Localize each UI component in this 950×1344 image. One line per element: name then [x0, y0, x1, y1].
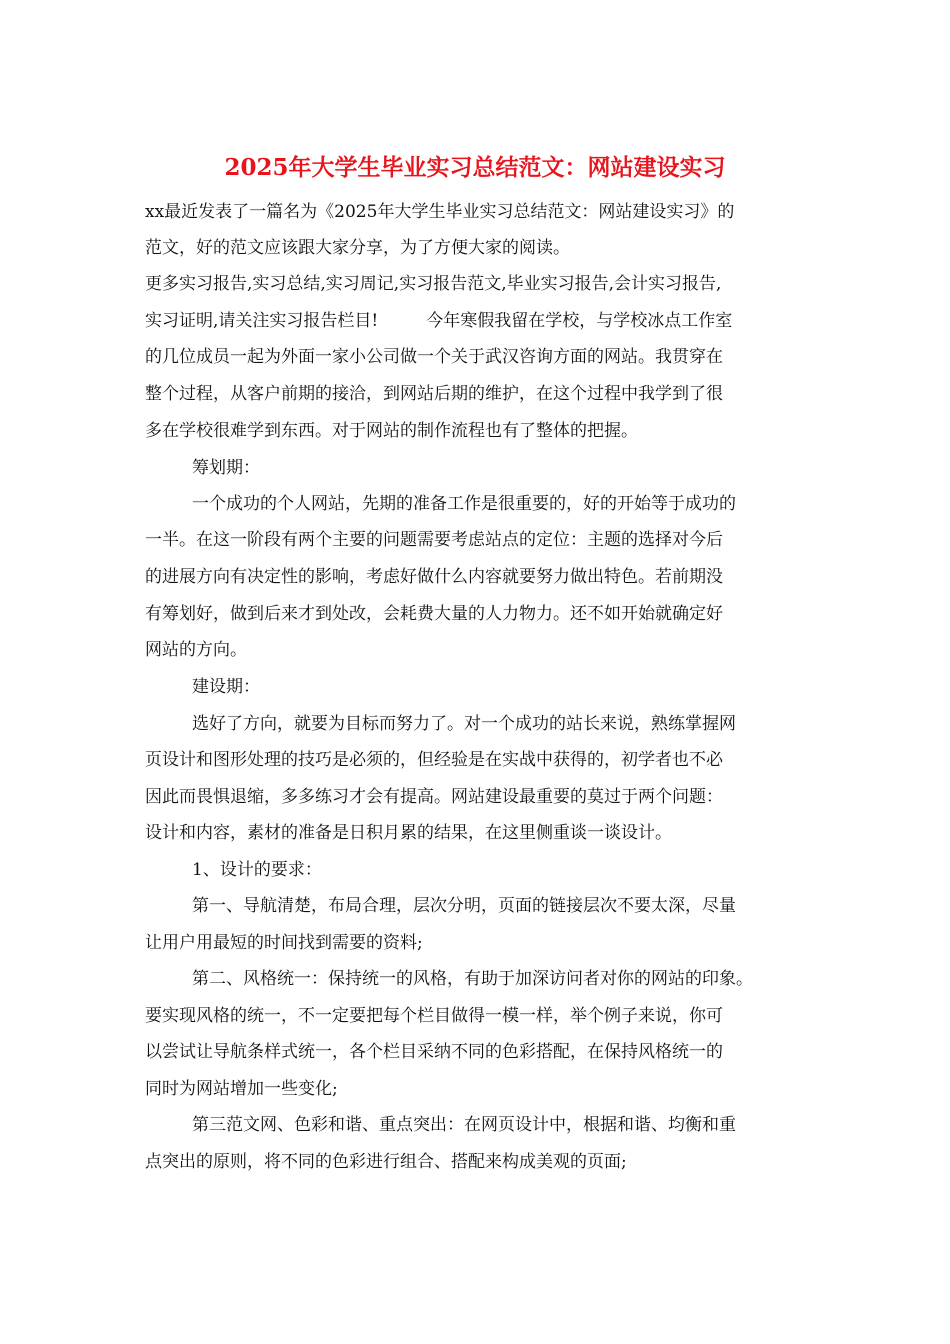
text-line: 因此而畏惧退缩，多多练习才会有提高。网站建设最重要的莫过于两个问题：: [145, 787, 723, 807]
text-line: 让用户用最短的时间找到需要的资料;: [145, 933, 423, 953]
text-line: 选好了方向，就要为目标而努力了。对一个成功的站长来说，熟练掌握网: [192, 714, 736, 734]
text-line: 网站的方向。: [145, 640, 247, 660]
text-line: 页设计和图形处理的技巧是必须的，但经验是在实战中获得的，初学者也不必: [145, 750, 723, 770]
text-line: 一个成功的个人网站，先期的准备工作是很重要的，好的开始等于成功的: [192, 494, 736, 514]
section-heading: 建设期：: [192, 677, 260, 697]
text-line: 设计和内容，素材的准备是日积月累的结果，在这里侧重谈一谈设计。: [145, 823, 672, 843]
text-line: 整个过程，从客户前期的接洽，到网站后期的维护，在这个过程中我学到了很: [145, 384, 723, 404]
text-line: [145, 309, 732, 333]
text-line: 范文，好的范文应该跟大家分享，为了方便大家的阅读。: [145, 238, 570, 258]
text-line: 同时为网站增加一些变化;: [145, 1079, 338, 1099]
text-line: 第一、导航清楚，布局合理，层次分明，页面的链接层次不要太深，尽量: [192, 896, 736, 916]
text-line: 的几位成员一起为外面一家小公司做一个关于武汉咨询方面的网站。我贯穿在: [145, 347, 723, 367]
text-line: 更多实习报告,实习总结,实习周记,实习报告范文,毕业实习报告,会计实习报告,: [145, 274, 722, 294]
text-line: 要实现风格的统一，不一定要把每个栏目做得一模一样，举个例子来说，你可: [145, 1006, 723, 1026]
text-line: 第二、风格统一：保持统一的风格，有助于加深访问者对你的网站的印象。: [192, 969, 753, 989]
text-line: 有筹划好，做到后来才到处改，会耗费大量的人力物力。还不如开始就确定好: [145, 604, 723, 624]
section-heading: 筹划期：: [192, 458, 260, 478]
text-span: 今年寒假我留在学校，与学校冰点工作室: [426, 311, 733, 331]
text-line: 一半。在这一阶段有两个主要的问题需要考虑站点的定位：主题的选择对今后: [145, 530, 723, 550]
text-line: 第三范文网、色彩和谐、重点突出：在网页设计中，根据和谐、均衡和重: [192, 1115, 736, 1135]
text-line: 的进展方向有决定性的影响，考虑好做什么内容就要努力做出特色。若前期没: [145, 567, 723, 587]
text-line: xx最近发表了一篇名为《2025年大学生毕业实习总结范文：网站建设实习》的: [145, 202, 735, 222]
text-line: 多在学校很难学到东西。对于网站的制作流程也有了整体的把握。: [145, 421, 638, 441]
document-title: 2025年大学生毕业实习总结范文：网站建设实习: [224, 154, 726, 181]
section-heading: 1、设计的要求：: [192, 860, 322, 880]
text-span: 实习证明,请关注实习报告栏目!: [145, 311, 379, 331]
text-line: 点突出的原则，将不同的色彩进行组合、搭配来构成美观的页面;: [145, 1152, 627, 1172]
text-line: 以尝试让导航条样式统一，各个栏目采纳不同的色彩搭配，在保持风格统一的: [145, 1042, 723, 1062]
